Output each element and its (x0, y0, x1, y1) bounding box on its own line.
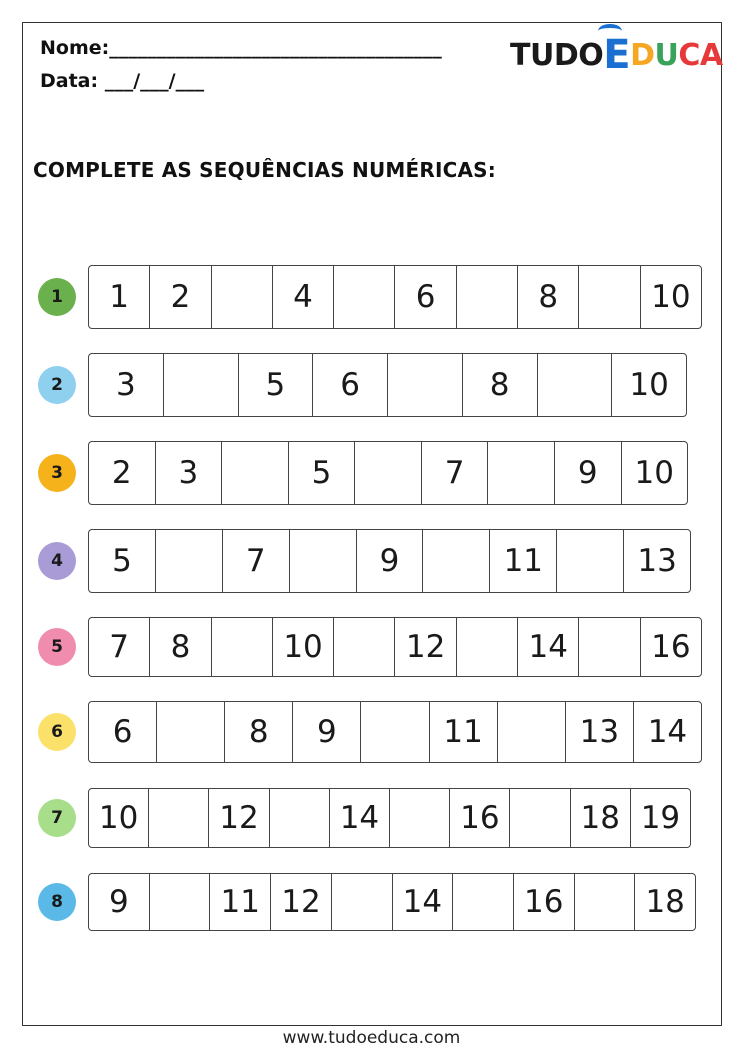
number-cell: 9 (555, 442, 622, 504)
sequence-row (88, 353, 687, 417)
number-cell: 14 (518, 618, 579, 676)
number-cell: 12 (209, 789, 269, 847)
number-cell: 16 (651, 629, 691, 665)
number-cell: 10 (634, 455, 674, 491)
number-cell: 7 (422, 442, 489, 504)
number-cell: 11 (430, 702, 498, 762)
number-cell: 6 (395, 266, 456, 328)
number-cell: 10 (629, 367, 669, 403)
blank-cell[interactable] (457, 266, 518, 328)
sequence-row (88, 529, 691, 593)
logo-text-d: D (630, 38, 655, 73)
sequence-row (88, 617, 702, 677)
number-cell: 7 (223, 530, 290, 592)
sequence-row (88, 265, 702, 329)
row-number-badge: 3 (38, 454, 76, 492)
blank-cell[interactable] (575, 874, 636, 930)
logo-text-e: E (603, 32, 631, 78)
blank-cell[interactable] (164, 354, 239, 416)
logo-text-u: U (654, 38, 679, 73)
blank-cell[interactable] (423, 530, 490, 592)
blank-cell[interactable] (557, 530, 624, 592)
number-cell: 3 (156, 442, 223, 504)
blank-cell[interactable] (157, 702, 225, 762)
number-cell: 2 (89, 442, 156, 504)
number-cell: 14 (647, 714, 688, 750)
number-cell: 10 (89, 789, 149, 847)
blank-cell[interactable] (390, 789, 450, 847)
number-cell: 6 (313, 354, 388, 416)
number-cell: 10 (651, 279, 691, 315)
blank-cell[interactable] (355, 442, 422, 504)
blank-cell[interactable] (457, 618, 518, 676)
number-cell: 9 (89, 874, 150, 930)
number-cell: 13 (637, 543, 677, 579)
worksheet-title: COMPLETE AS SEQUÊNCIAS NUMÉRICAS: (33, 158, 496, 182)
row-number-badge: 2 (38, 366, 76, 404)
blank-cell[interactable] (332, 874, 393, 930)
blank-cell[interactable] (361, 702, 429, 762)
number-cell: 5 (239, 354, 314, 416)
number-cell: 11 (210, 874, 271, 930)
number-cell: 12 (395, 618, 456, 676)
blank-cell[interactable] (149, 789, 209, 847)
number-cell: 3 (89, 354, 164, 416)
number-cell: 16 (514, 874, 575, 930)
date-field: Data: ___/___/___ (40, 70, 205, 92)
number-cell: 9 (357, 530, 424, 592)
number-cell: 10 (273, 618, 334, 676)
number-cell: 7 (89, 618, 150, 676)
blank-cell[interactable] (498, 702, 566, 762)
number-cell: 8 (150, 618, 211, 676)
logo-text-a: A (699, 38, 723, 73)
row-number-badge: 6 (38, 713, 76, 751)
number-cell: 14 (330, 789, 390, 847)
row-number-badge: 1 (38, 278, 76, 316)
number-cell: 19 (640, 800, 681, 836)
blank-cell[interactable] (150, 874, 211, 930)
number-cell: 8 (518, 266, 579, 328)
blank-cell[interactable] (290, 530, 357, 592)
blank-cell[interactable] (579, 618, 640, 676)
blank-cell[interactable] (270, 789, 330, 847)
sequence-row (88, 441, 688, 505)
row-number-badge: 4 (38, 542, 76, 580)
sequence-row (88, 873, 696, 931)
blank-cell[interactable] (156, 530, 223, 592)
blank-cell[interactable] (334, 618, 395, 676)
number-cell: 13 (566, 702, 634, 762)
number-cell: 9 (293, 702, 361, 762)
number-cell: 4 (273, 266, 334, 328)
blank-cell[interactable] (388, 354, 463, 416)
blank-cell[interactable] (334, 266, 395, 328)
footer-url: www.tudoeduca.com (282, 1028, 461, 1048)
row-number-badge: 8 (38, 883, 76, 921)
number-cell: 6 (89, 702, 157, 762)
number-cell: 16 (450, 789, 510, 847)
number-cell: 18 (645, 884, 685, 920)
logo (510, 30, 723, 78)
row-number-badge: 5 (38, 628, 76, 666)
blank-cell[interactable] (212, 266, 273, 328)
sequence-row (88, 701, 702, 763)
sequence-row (88, 788, 691, 848)
number-cell: 11 (490, 530, 557, 592)
number-cell: 18 (571, 789, 631, 847)
blank-cell[interactable] (538, 354, 613, 416)
number-cell: 2 (150, 266, 211, 328)
name-field: Nome:___________________________________ (40, 37, 442, 59)
blank-cell[interactable] (510, 789, 570, 847)
number-cell: 12 (271, 874, 332, 930)
blank-cell[interactable] (579, 266, 640, 328)
logo-text-c: C (678, 38, 700, 73)
number-cell: 8 (463, 354, 538, 416)
blank-cell[interactable] (453, 874, 514, 930)
blank-cell[interactable] (488, 442, 555, 504)
number-cell: 14 (393, 874, 454, 930)
number-cell: 5 (89, 530, 156, 592)
row-number-badge: 7 (38, 799, 76, 837)
number-cell: 5 (289, 442, 356, 504)
number-cell: 1 (89, 266, 150, 328)
blank-cell[interactable] (222, 442, 289, 504)
logo-text-tudo: TUDO (510, 38, 604, 73)
blank-cell[interactable] (212, 618, 273, 676)
number-cell: 8 (225, 702, 293, 762)
